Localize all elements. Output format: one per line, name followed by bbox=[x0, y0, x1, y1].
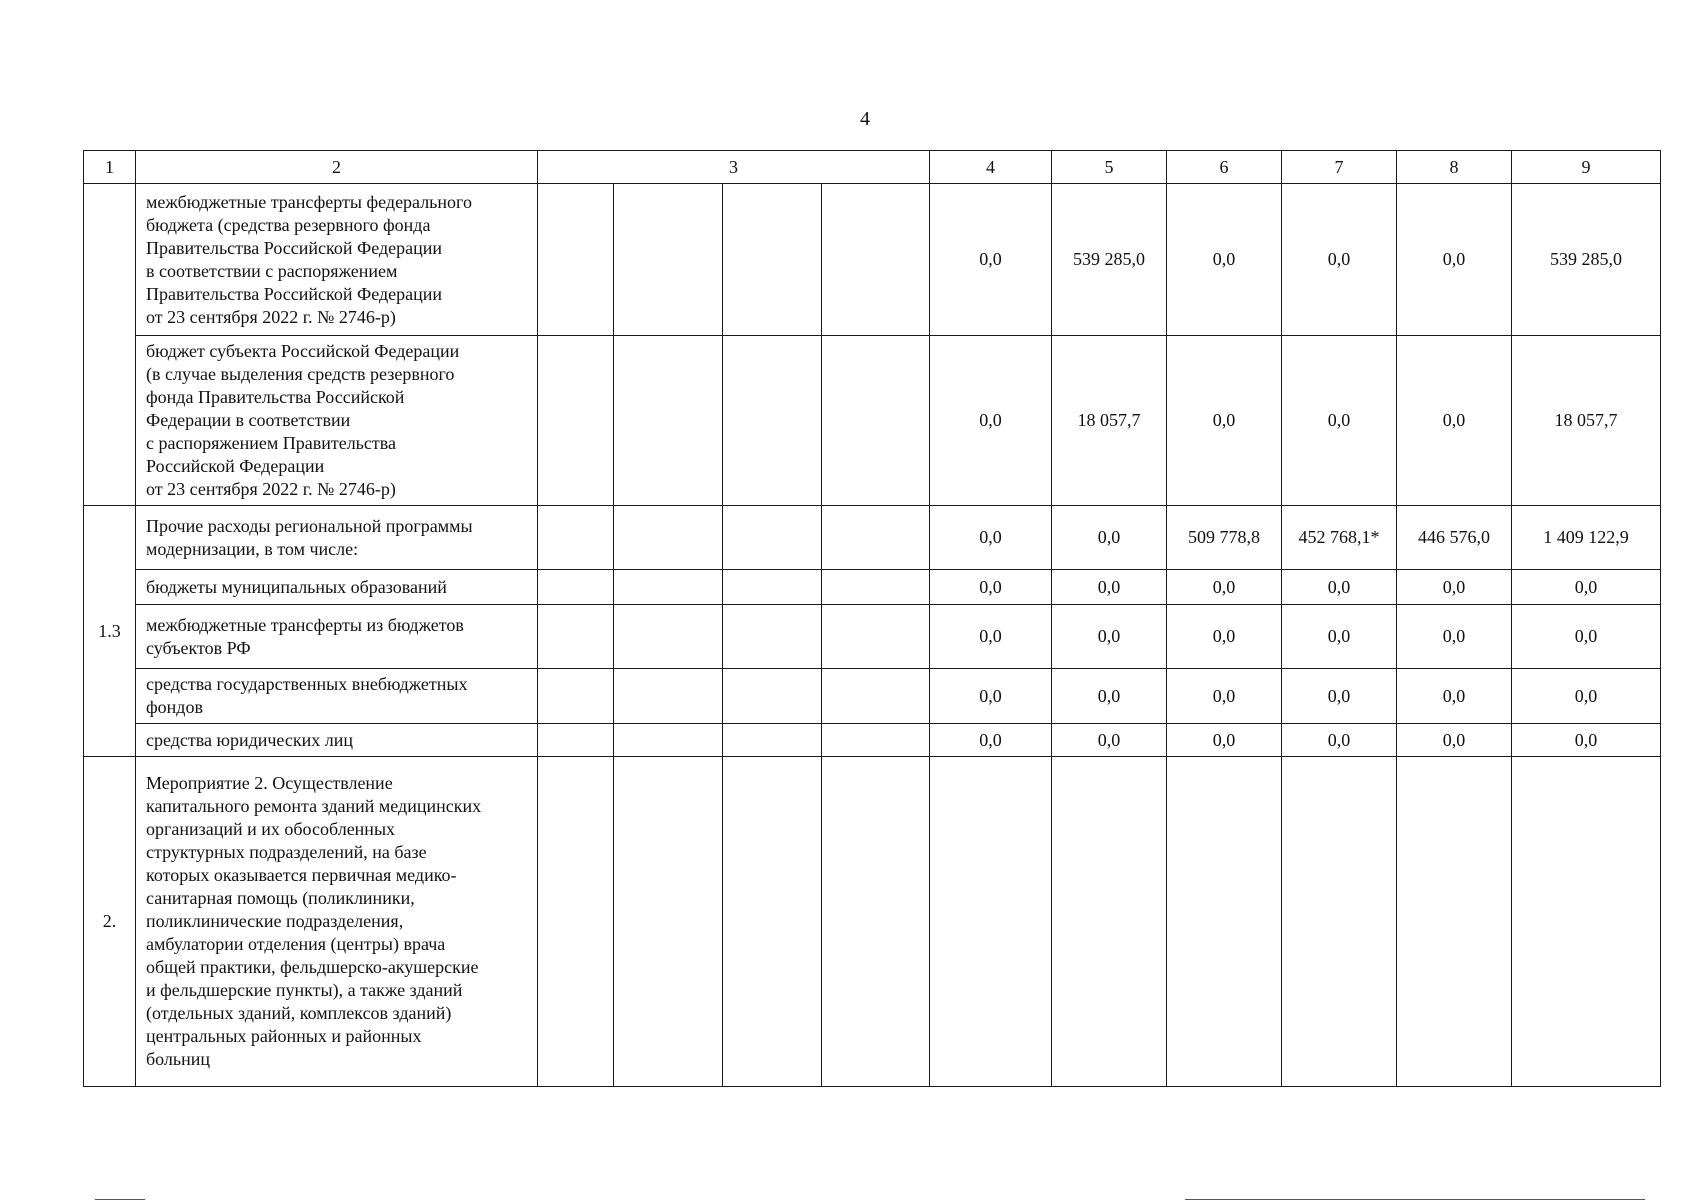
value-col-8: 0,0 bbox=[1397, 724, 1512, 757]
value-col-7: 0,0 bbox=[1282, 724, 1397, 757]
value-col-5: 0,0 bbox=[1052, 605, 1167, 669]
value-col-6: 0,0 bbox=[1167, 570, 1282, 605]
header-col-5: 5 bbox=[1052, 151, 1167, 184]
header-col-1: 1 bbox=[84, 151, 136, 184]
value-col-6: 0,0 bbox=[1167, 669, 1282, 724]
value-col-9: 0,0 bbox=[1512, 669, 1661, 724]
value-col-5: 18 057,7 bbox=[1052, 336, 1167, 506]
value-col-8: 0,0 bbox=[1397, 336, 1512, 506]
value-col-8: 0,0 bbox=[1397, 605, 1512, 669]
table-row bbox=[84, 506, 1661, 570]
value-col-5: 0,0 bbox=[1052, 669, 1167, 724]
value-col-7: 452 768,1* bbox=[1282, 506, 1397, 570]
group-index-1-3: 1.3 bbox=[84, 506, 136, 757]
row-description: Прочие расходы региональной программы модернизации, в том числе: bbox=[136, 506, 538, 570]
budget-table bbox=[83, 150, 1661, 1087]
table-row bbox=[84, 605, 1661, 669]
value-col-5: 539 285,0 bbox=[1052, 184, 1167, 336]
row-description: бюджеты муниципальных образований bbox=[136, 570, 538, 605]
value-col-7: 0,0 bbox=[1282, 570, 1397, 605]
header-col-6: 6 bbox=[1167, 151, 1282, 184]
header-col-7: 7 bbox=[1282, 151, 1397, 184]
table-row bbox=[84, 184, 1661, 336]
table-row bbox=[84, 570, 1661, 605]
table-row bbox=[84, 336, 1661, 506]
value-col-6: 0,0 bbox=[1167, 184, 1282, 336]
row-description: межбюджетные трансферты из бюджетов субъектов РФ bbox=[136, 605, 538, 669]
value-col-6: 0,0 bbox=[1167, 336, 1282, 506]
value-col-4: 0,0 bbox=[930, 506, 1052, 570]
table-row bbox=[84, 724, 1661, 757]
index-cell-empty bbox=[84, 184, 136, 506]
header-col-2: 2 bbox=[136, 151, 538, 184]
row-description: бюджет субъекта Российской Федерации (в случае выделения средств резервного фонда Правительства Российской Федерации в соответствии с распоряжением Правительства Российской Федерации от 23 сентября 2022 г. № 2746-р) bbox=[136, 336, 538, 506]
header-row bbox=[84, 151, 1661, 184]
value-col-9: 539 285,0 bbox=[1512, 184, 1661, 336]
value-col-9: 18 057,7 bbox=[1512, 336, 1661, 506]
value-col-9: 0,0 bbox=[1512, 605, 1661, 669]
row-description: Мероприятие 2. Осуществление капитального ремонта зданий медицинских организаций и их обособленных структурных подразделений, на базе которых оказывается первичная медико- санитарная помощь (поликлиники, поликлинические подразделения, амбулатории отделения (центры) врача общей практики, фельдшерско-акушерские и фельдшерские пункты), а также зданий (отдельных зданий, комплексов зданий) центральных районных и районных больниц bbox=[136, 757, 538, 1087]
value-col-4: 0,0 bbox=[930, 336, 1052, 506]
value-col-9: 0,0 bbox=[1512, 724, 1661, 757]
page-number: 4 bbox=[860, 108, 870, 130]
value-col-8: 446 576,0 bbox=[1397, 506, 1512, 570]
value-col-8: 0,0 bbox=[1397, 570, 1512, 605]
value-col-9: 1 409 122,9 bbox=[1512, 506, 1661, 570]
value-col-8: 0,0 bbox=[1397, 669, 1512, 724]
header-col-8: 8 bbox=[1397, 151, 1512, 184]
value-col-6: 0,0 bbox=[1167, 724, 1282, 757]
value-col-4: 0,0 bbox=[930, 605, 1052, 669]
header-col-3: 3 bbox=[538, 151, 930, 184]
row-description: средства юридических лиц bbox=[136, 724, 538, 757]
table-row bbox=[84, 669, 1661, 724]
value-col-4: 0,0 bbox=[930, 669, 1052, 724]
value-col-7: 0,0 bbox=[1282, 184, 1397, 336]
value-col-9: 0,0 bbox=[1512, 570, 1661, 605]
value-col-6: 0,0 bbox=[1167, 605, 1282, 669]
value-col-5: 0,0 bbox=[1052, 570, 1167, 605]
value-col-8: 0,0 bbox=[1397, 184, 1512, 336]
group-index-2: 2. bbox=[84, 757, 136, 1087]
header-col-9: 9 bbox=[1512, 151, 1661, 184]
value-col-7: 0,0 bbox=[1282, 605, 1397, 669]
value-col-4: 0,0 bbox=[930, 570, 1052, 605]
value-col-4: 0,0 bbox=[930, 724, 1052, 757]
value-col-5: 0,0 bbox=[1052, 506, 1167, 570]
value-col-7: 0,0 bbox=[1282, 669, 1397, 724]
row-description: средства государственных внебюджетных фондов bbox=[136, 669, 538, 724]
value-col-5: 0,0 bbox=[1052, 724, 1167, 757]
header-col-4: 4 bbox=[930, 151, 1052, 184]
row-description: межбюджетные трансферты федерального бюджета (средства резервного фонда Правительства Российской Федерации в соответствии с распоряжением Правительства Российской Федерации от 23 сентября 2022 г. № 2746-р) bbox=[136, 184, 538, 336]
value-col-6: 509 778,8 bbox=[1167, 506, 1282, 570]
table-row bbox=[84, 757, 1661, 1087]
value-col-4: 0,0 bbox=[930, 184, 1052, 336]
value-col-7: 0,0 bbox=[1282, 336, 1397, 506]
